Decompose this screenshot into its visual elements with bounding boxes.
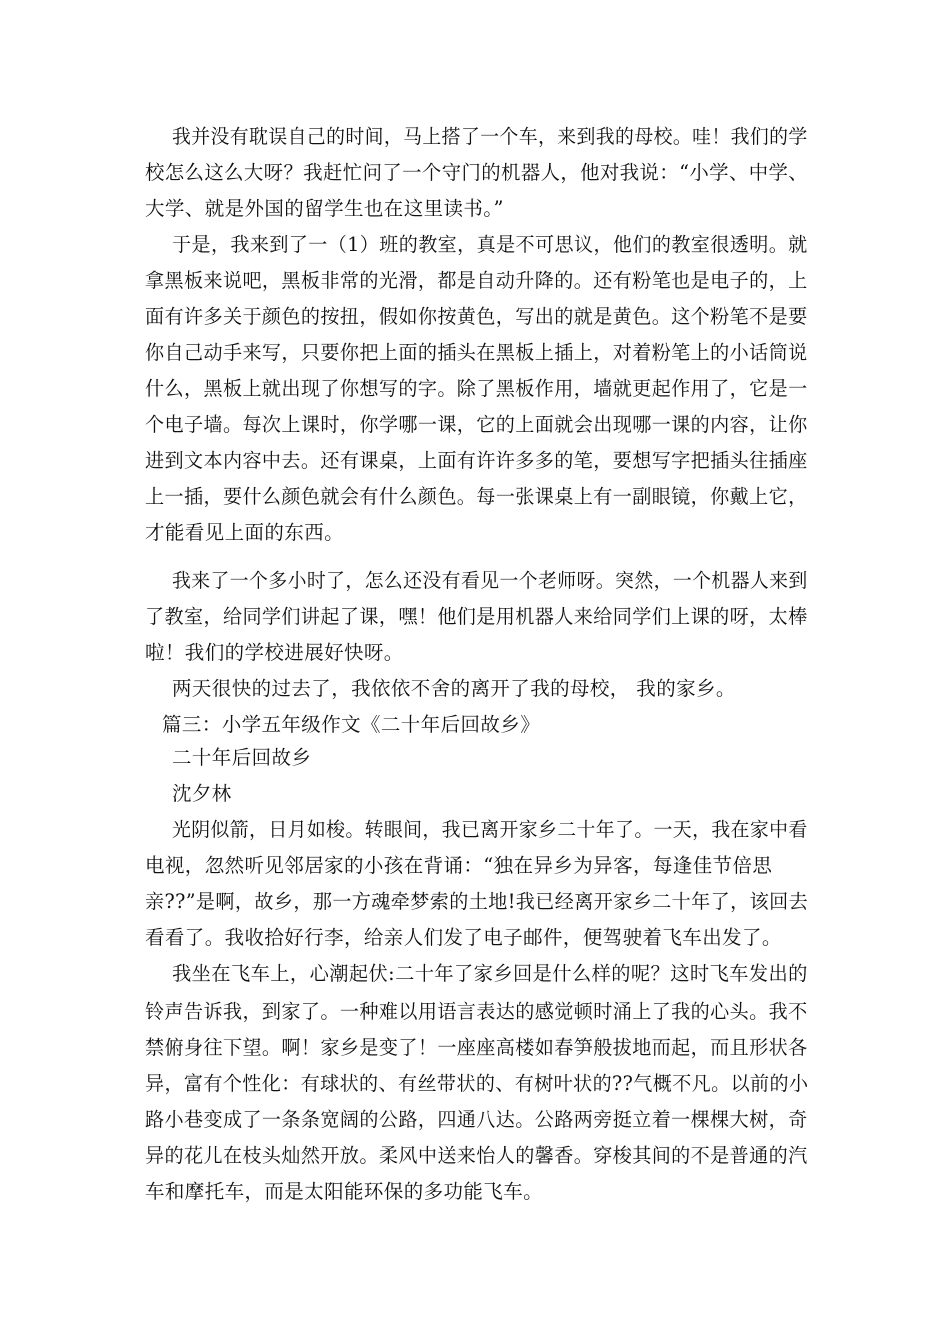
paragraph-6-line-1: 我坐在飞车上，心潮起伏:二十年了家乡回是什么样的呢？这时飞车发出的 bbox=[172, 962, 808, 985]
paragraph-5-line-3: 亲??”是啊，故乡，那一方魂牵梦索的土地!我已经离开家乡二十年了，该回去 bbox=[145, 890, 809, 913]
paragraph-2-line-6: 个电子墙。每次上课时，你学哪一课，它的上面就会出现哪一课的内容，让你 bbox=[145, 413, 808, 436]
paragraph-6-line-5: 路小巷变成了一条条宽阔的公路，四通八达。公路两旁挺立着一棵棵大树，奇 bbox=[145, 1108, 808, 1131]
paragraph-2-line-5: 什么，黑板上就出现了你想写的字。除了黑板作用，墙就更起作用了，它是一 bbox=[145, 377, 808, 400]
paragraph-1-line-2: 校怎么这么大呀？我赶忙问了一个守门的机器人，他对我说：“小学、中学、 bbox=[145, 161, 809, 184]
paragraph-6-line-4: 异，富有个性化：有球状的、有丝带状的、有树叶状的??气概不凡。以前的小 bbox=[145, 1072, 809, 1095]
paragraph-6-line-3: 禁俯身往下望。啊！家乡是变了！一座座高楼如春笋般拔地而起，而且形状各 bbox=[145, 1036, 808, 1059]
paragraph-2-line-3: 面有许多关于颜色的按扭，假如你按黄色，写出的就是黄色。这个粉笔不是要 bbox=[145, 305, 808, 328]
paragraph-5-line-1: 光阴似箭，日月如梭。转眼间，我已离开家乡二十年了。一天，我在家中看 bbox=[172, 818, 808, 841]
paragraph-2-line-4: 你自己动手来写，只要你把上面的插头在黑板上插上，对着粉笔上的小话筒说 bbox=[145, 341, 808, 364]
paragraph-5-line-2: 电视，忽然听见邻居家的小孩在背诵：“独在异乡为异客，每逢佳节倍思 bbox=[145, 854, 773, 877]
paragraph-2-line-7: 进到文本内容中去。还有课桌，上面有许许多多的笔，要想写字把插头往插座 bbox=[145, 449, 808, 472]
author-name: 沈夕林 bbox=[172, 782, 232, 805]
paragraph-3-line-1: 我来了一个多小时了，怎么还没有看见一个老师呀。突然，一个机器人来到 bbox=[172, 569, 808, 592]
paragraph-2-line-8: 上一插，要什么颜色就会有什么颜色。每一张课桌上有一副眼镜，你戴上它， bbox=[145, 485, 808, 508]
paragraph-6-line-7: 车和摩托车，而是太阳能环保的多功能飞车。 bbox=[145, 1180, 544, 1203]
paragraph-3-line-3: 啦！我们的学校进展好快呀。 bbox=[145, 641, 404, 664]
paragraph-1-line-3: 大学、就是外国的留学生也在这里读书。” bbox=[145, 197, 504, 220]
section-heading: 篇三：小学五年级作文《二十年后回故乡》 bbox=[162, 713, 541, 736]
paragraph-2-line-9: 才能看见上面的东西。 bbox=[145, 521, 345, 544]
paragraph-6-line-6: 异的花儿在枝头灿然开放。柔风中送来怡人的馨香。穿梭其间的不是普通的汽 bbox=[145, 1144, 808, 1167]
paragraph-1-line-1: 我并没有耽误自己的时间，马上搭了一个车，来到我的母校。哇！我们的学 bbox=[172, 125, 808, 148]
paragraph-4-line-1: 两天很快的过去了，我依依不舍的离开了我的母校， 我的家乡。 bbox=[172, 677, 736, 700]
paragraph-2-line-1: 于是，我来到了一（1）班的教室，真是不可思议，他们的教室很透明。就 bbox=[172, 233, 808, 256]
paragraph-5-line-4: 看看了。我收拾好行李，给亲人们发了电子邮件，便驾驶着飞车出发了。 bbox=[145, 926, 782, 949]
paragraph-2-line-2: 拿黑板来说吧，黑板非常的光滑，都是自动升降的。还有粉笔也是电子的，上 bbox=[145, 269, 808, 292]
essay-title: 二十年后回故乡 bbox=[172, 746, 312, 769]
paragraph-3-line-2: 了教室，给同学们讲起了课，嘿！他们是用机器人来给同学们上课的呀，太棒 bbox=[145, 605, 808, 628]
paragraph-6-line-2: 铃声告诉我，到家了。一种难以用语言表达的感觉顿时涌上了我的心头。我不 bbox=[145, 1000, 808, 1023]
